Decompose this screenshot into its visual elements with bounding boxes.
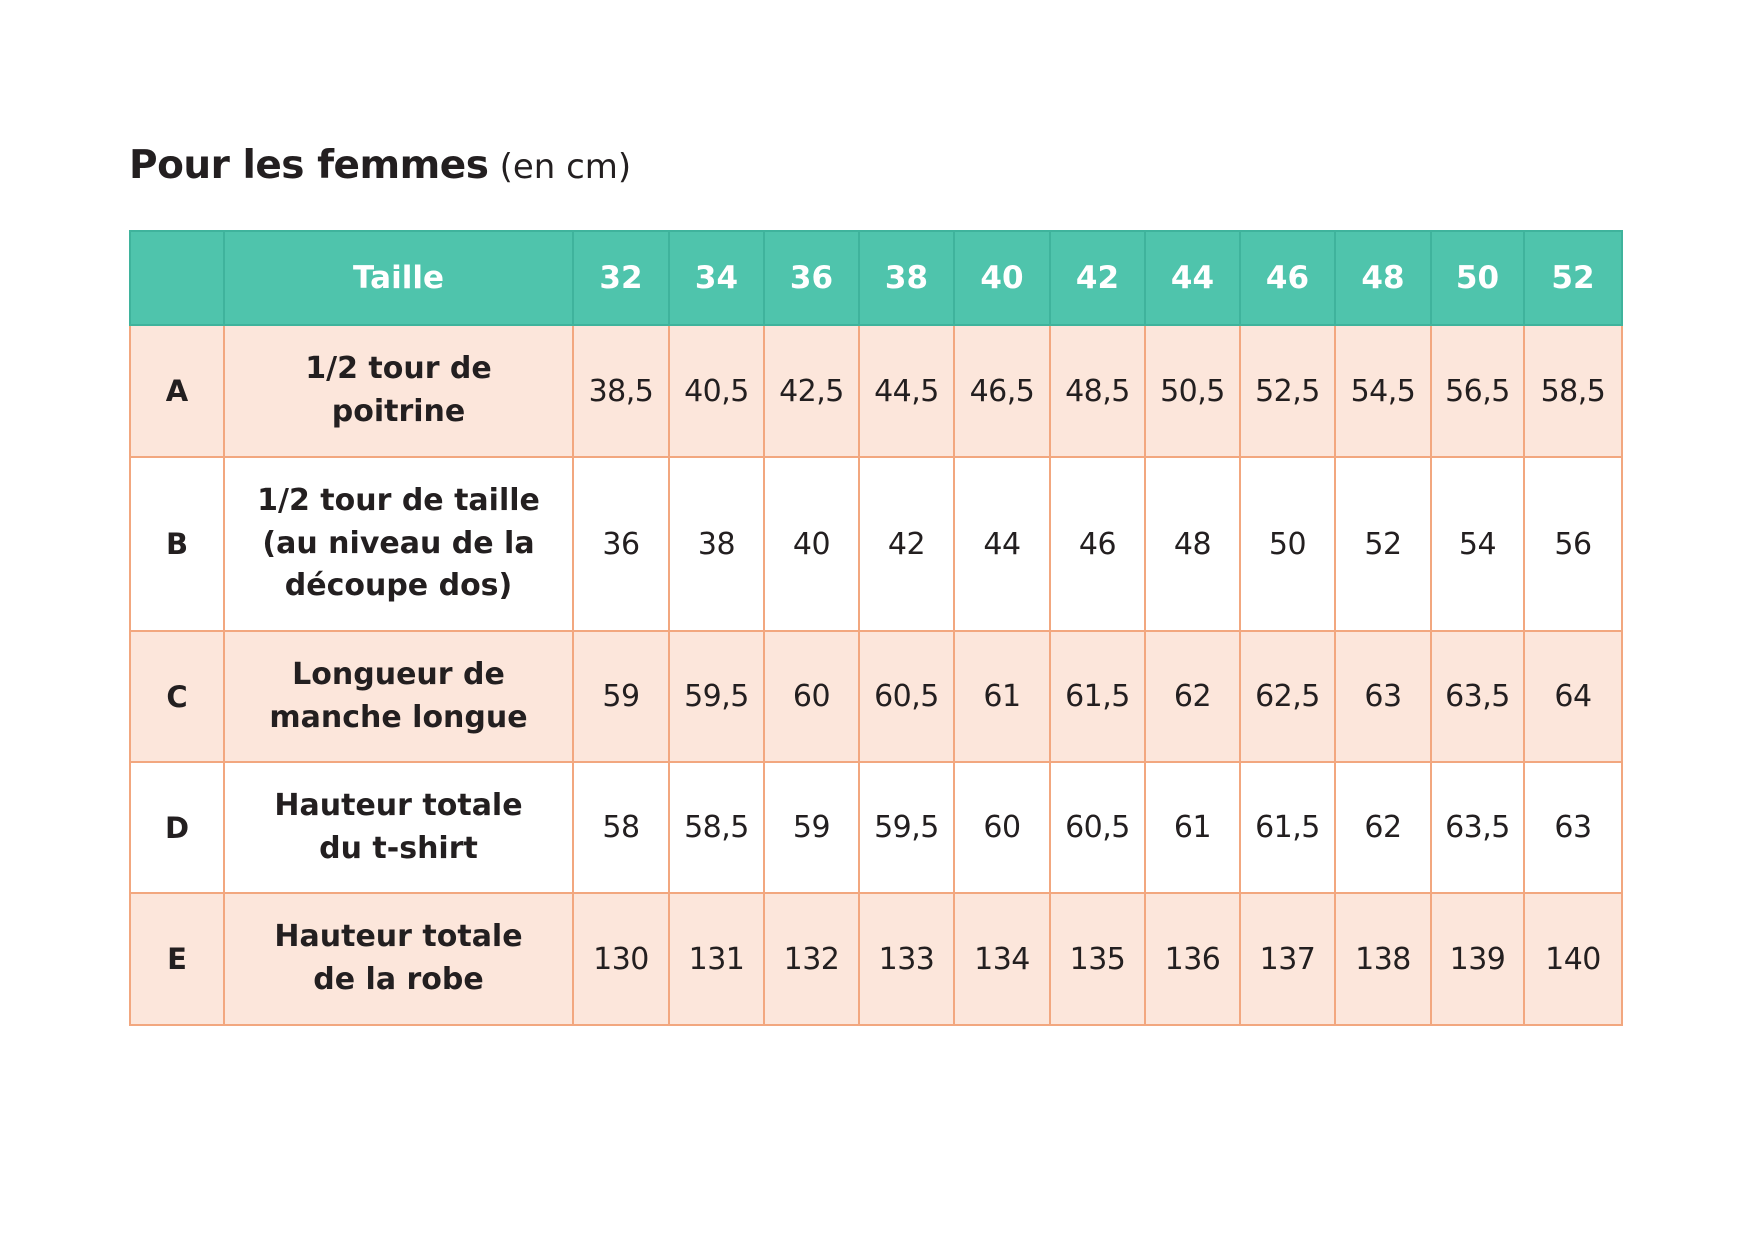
row-code-cell: A — [130, 325, 224, 457]
header-size-cell: 48 — [1335, 231, 1431, 325]
header-size-cell: 40 — [954, 231, 1050, 325]
value-cell: 40,5 — [669, 325, 764, 457]
value-cell: 135 — [1050, 893, 1145, 1025]
row-label-line: Hauteur totale — [274, 787, 523, 823]
value-cell: 44 — [954, 457, 1050, 631]
value-cell: 61,5 — [1050, 631, 1145, 762]
value-cell: 46 — [1050, 457, 1145, 631]
value-cell: 60 — [954, 762, 1050, 893]
row-code-cell: B — [130, 457, 224, 631]
table-row-d — [130, 762, 1622, 893]
value-cell: 139 — [1431, 893, 1524, 1025]
value-cell: 62 — [1145, 631, 1240, 762]
row-code-cell: D — [130, 762, 224, 893]
value-cell: 58,5 — [1524, 325, 1622, 457]
size-chart-table — [129, 230, 1623, 1026]
value-cell: 62 — [1335, 762, 1431, 893]
row-label-cell — [224, 325, 573, 457]
table-row-c — [130, 631, 1622, 762]
page-title — [129, 143, 632, 188]
title-text: Pour les femmes — [129, 143, 489, 188]
value-cell: 50 — [1240, 457, 1335, 631]
value-cell: 42 — [859, 457, 954, 631]
value-cell: 52 — [1335, 457, 1431, 631]
header-size-cell: 32 — [573, 231, 669, 325]
table-row-a — [130, 325, 1622, 457]
header-size-cell: 36 — [764, 231, 859, 325]
value-cell: 63,5 — [1431, 631, 1524, 762]
value-cell: 60 — [764, 631, 859, 762]
value-cell: 56 — [1524, 457, 1622, 631]
unit-text: (en cm) — [499, 147, 632, 187]
header-size-cell: 46 — [1240, 231, 1335, 325]
row-label-line: découpe dos) — [284, 568, 513, 604]
row-label-cell — [224, 457, 573, 631]
value-cell: 136 — [1145, 893, 1240, 1025]
value-cell: 56,5 — [1431, 325, 1524, 457]
value-cell: 62,5 — [1240, 631, 1335, 762]
header-size-cell: 50 — [1431, 231, 1524, 325]
value-cell: 59,5 — [859, 762, 954, 893]
value-cell: 38 — [669, 457, 764, 631]
value-cell: 138 — [1335, 893, 1431, 1025]
header-size-label: Taille — [224, 231, 573, 325]
header-row — [130, 231, 1622, 325]
value-cell: 48,5 — [1050, 325, 1145, 457]
value-cell: 42,5 — [764, 325, 859, 457]
value-cell: 54 — [1431, 457, 1524, 631]
value-cell: 44,5 — [859, 325, 954, 457]
row-label-line: 1/2 tour de — [305, 351, 492, 387]
value-cell: 134 — [954, 893, 1050, 1025]
header-size-cell: 44 — [1145, 231, 1240, 325]
header-size-cell: 34 — [669, 231, 764, 325]
table-row-b — [130, 457, 1622, 631]
row-label-cell — [224, 762, 573, 893]
value-cell: 38,5 — [573, 325, 669, 457]
table-row-e — [130, 893, 1622, 1025]
row-label-line: 1/2 tour de taille — [257, 482, 540, 518]
row-label-line: de la robe — [313, 962, 484, 997]
row-label-cell — [224, 631, 573, 762]
value-cell: 60,5 — [859, 631, 954, 762]
row-label-line: poitrine — [331, 394, 466, 429]
header-size-cell: 42 — [1050, 231, 1145, 325]
row-code-cell: E — [130, 893, 224, 1025]
row-label-line: (au niveau de la — [262, 525, 535, 561]
value-cell: 133 — [859, 893, 954, 1025]
value-cell: 130 — [573, 893, 669, 1025]
value-cell: 58,5 — [669, 762, 764, 893]
value-cell: 132 — [764, 893, 859, 1025]
row-label-line: du t-shirt — [319, 830, 478, 866]
value-cell: 59 — [764, 762, 859, 893]
value-cell: 137 — [1240, 893, 1335, 1025]
value-cell: 61,5 — [1240, 762, 1335, 893]
row-code-cell: C — [130, 631, 224, 762]
row-label-line: Longueur de — [292, 656, 505, 692]
value-cell: 63 — [1335, 631, 1431, 762]
value-cell: 63 — [1524, 762, 1622, 893]
row-label-line: Hauteur totale — [274, 919, 523, 955]
header-size-cell: 52 — [1524, 231, 1622, 325]
value-cell: 54,5 — [1335, 325, 1431, 457]
value-cell: 63,5 — [1431, 762, 1524, 893]
value-cell: 52,5 — [1240, 325, 1335, 457]
value-cell: 131 — [669, 893, 764, 1025]
value-cell: 59 — [573, 631, 669, 762]
header-size-cell: 38 — [859, 231, 954, 325]
value-cell: 46,5 — [954, 325, 1050, 457]
value-cell: 64 — [1524, 631, 1622, 762]
value-cell: 58 — [573, 762, 669, 893]
value-cell: 48 — [1145, 457, 1240, 631]
value-cell: 61 — [954, 631, 1050, 762]
value-cell: 61 — [1145, 762, 1240, 893]
row-label-line: manche longue — [269, 699, 528, 735]
value-cell: 36 — [573, 457, 669, 631]
row-label-cell — [224, 893, 573, 1025]
header-corner-cell — [130, 231, 224, 325]
value-cell: 140 — [1524, 893, 1622, 1025]
value-cell: 59,5 — [669, 631, 764, 762]
value-cell: 40 — [764, 457, 859, 631]
value-cell: 50,5 — [1145, 325, 1240, 457]
value-cell: 60,5 — [1050, 762, 1145, 893]
